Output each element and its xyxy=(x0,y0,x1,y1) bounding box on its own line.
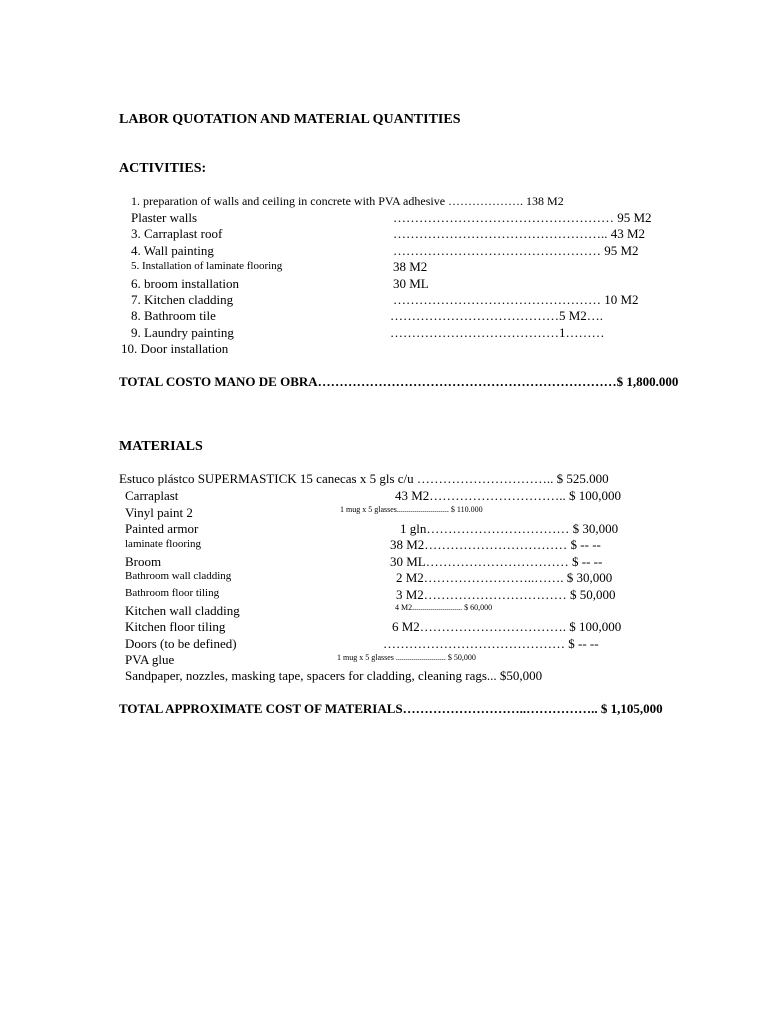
material-item-detail: 1 gln…………………………… $ 30,000 xyxy=(400,521,619,536)
material-item-detail: 1 mug x 5 glasses ......................... $ 50,000 xyxy=(337,653,476,662)
activity-item-label: 5. Installation of laminate flooring xyxy=(131,260,283,272)
activity-item-label: 6. broom installation xyxy=(131,276,239,291)
activity-item-label: 8. Bathroom tile xyxy=(131,308,216,323)
activity-item-detail: …………………………………5 M2…. xyxy=(390,308,604,323)
activity-item-detail: ………………………………………….. 43 M2 xyxy=(393,226,646,241)
material-item-detail: 2 M2……………………..……. $ 30,000 xyxy=(396,570,613,585)
labor-total: TOTAL COSTO MANO DE OBRA……………………………………………………………$ 1,800.000 xyxy=(119,374,679,389)
activity-item-label: 9. Laundry painting xyxy=(131,325,234,340)
material-item-label: Vinyl paint 2 xyxy=(125,505,193,520)
material-item-label: Painted armor xyxy=(125,521,199,536)
material-item-label: Broom xyxy=(125,554,162,569)
material-item-detail: 6 M2……………………………. $ 100,000 xyxy=(392,619,622,634)
activities-heading: ACTIVITIES: xyxy=(119,161,207,176)
material-item-detail: 3 M2…………………………… $ 50,000 xyxy=(396,587,616,602)
activity-item-detail: 30 ML xyxy=(393,276,429,291)
material-item-label: Kitchen floor tiling xyxy=(125,619,226,634)
activity-item-label: Plaster walls xyxy=(131,210,198,225)
material-item-detail: 1 mug x 5 glasses.......................... $ 110.000 xyxy=(340,505,483,514)
material-item-label: Bathroom wall cladding xyxy=(125,570,232,582)
activity-item-detail: …………………………………1……… xyxy=(390,325,605,340)
material-item-detail: 4 M2......................... $ 60,000 xyxy=(395,603,493,612)
material-item-label: Bathroom floor tiling xyxy=(125,587,220,599)
activity-item-label: 4. Wall painting xyxy=(131,243,214,258)
activity-item-detail: …………………………………………… 95 M2 xyxy=(393,210,652,225)
activity-item-detail: ………………………………………… 10 M2 xyxy=(393,292,639,307)
activity-item-label: 3. Carraplast roof xyxy=(131,226,223,241)
material-item-detail: …………………………………… $ -- -- xyxy=(383,636,599,651)
document-title: LABOR QUOTATION AND MATERIAL QUANTITIES xyxy=(119,112,461,127)
material-item-label: Kitchen wall cladding xyxy=(125,603,240,618)
material-item-label: Carraplast xyxy=(125,488,179,503)
materials-heading: MATERIALS xyxy=(119,439,203,454)
material-item-detail: 38 M2…………………………… $ -- -- xyxy=(390,537,601,552)
materials-total: TOTAL APPROXIMATE COST OF MATERIALS………………………..…………….. $ 1,105,000 xyxy=(119,701,663,716)
material-item-label: Estuco plástco SUPERMASTICK 15 canecas x 5 gls c/u ………………………….. $ 525.000 xyxy=(119,471,609,486)
material-item-label: Doors (to be defined) xyxy=(125,636,237,651)
activity-item-label: 10. Door installation xyxy=(121,341,229,356)
material-item-label: Sandpaper, nozzles, masking tape, spacers for cladding, cleaning rags... $50,000 xyxy=(125,668,543,683)
activity-item-label: 7. Kitchen cladding xyxy=(131,292,234,307)
material-item-label: PVA glue xyxy=(125,652,175,667)
material-item-label: laminate flooring xyxy=(125,538,202,550)
activity-item-detail: 38 M2 xyxy=(393,259,428,274)
activity-item-label: 1. preparation of walls and ceiling in concrete with PVA adhesive ………………. 138 M2 xyxy=(131,194,564,208)
activity-item-detail: ………………………………………… 95 M2 xyxy=(393,243,639,258)
material-item-detail: 30 ML…………………………… $ -- -- xyxy=(390,554,603,569)
material-item-detail: 43 M2………………………….. $ 100,000 xyxy=(395,488,622,503)
